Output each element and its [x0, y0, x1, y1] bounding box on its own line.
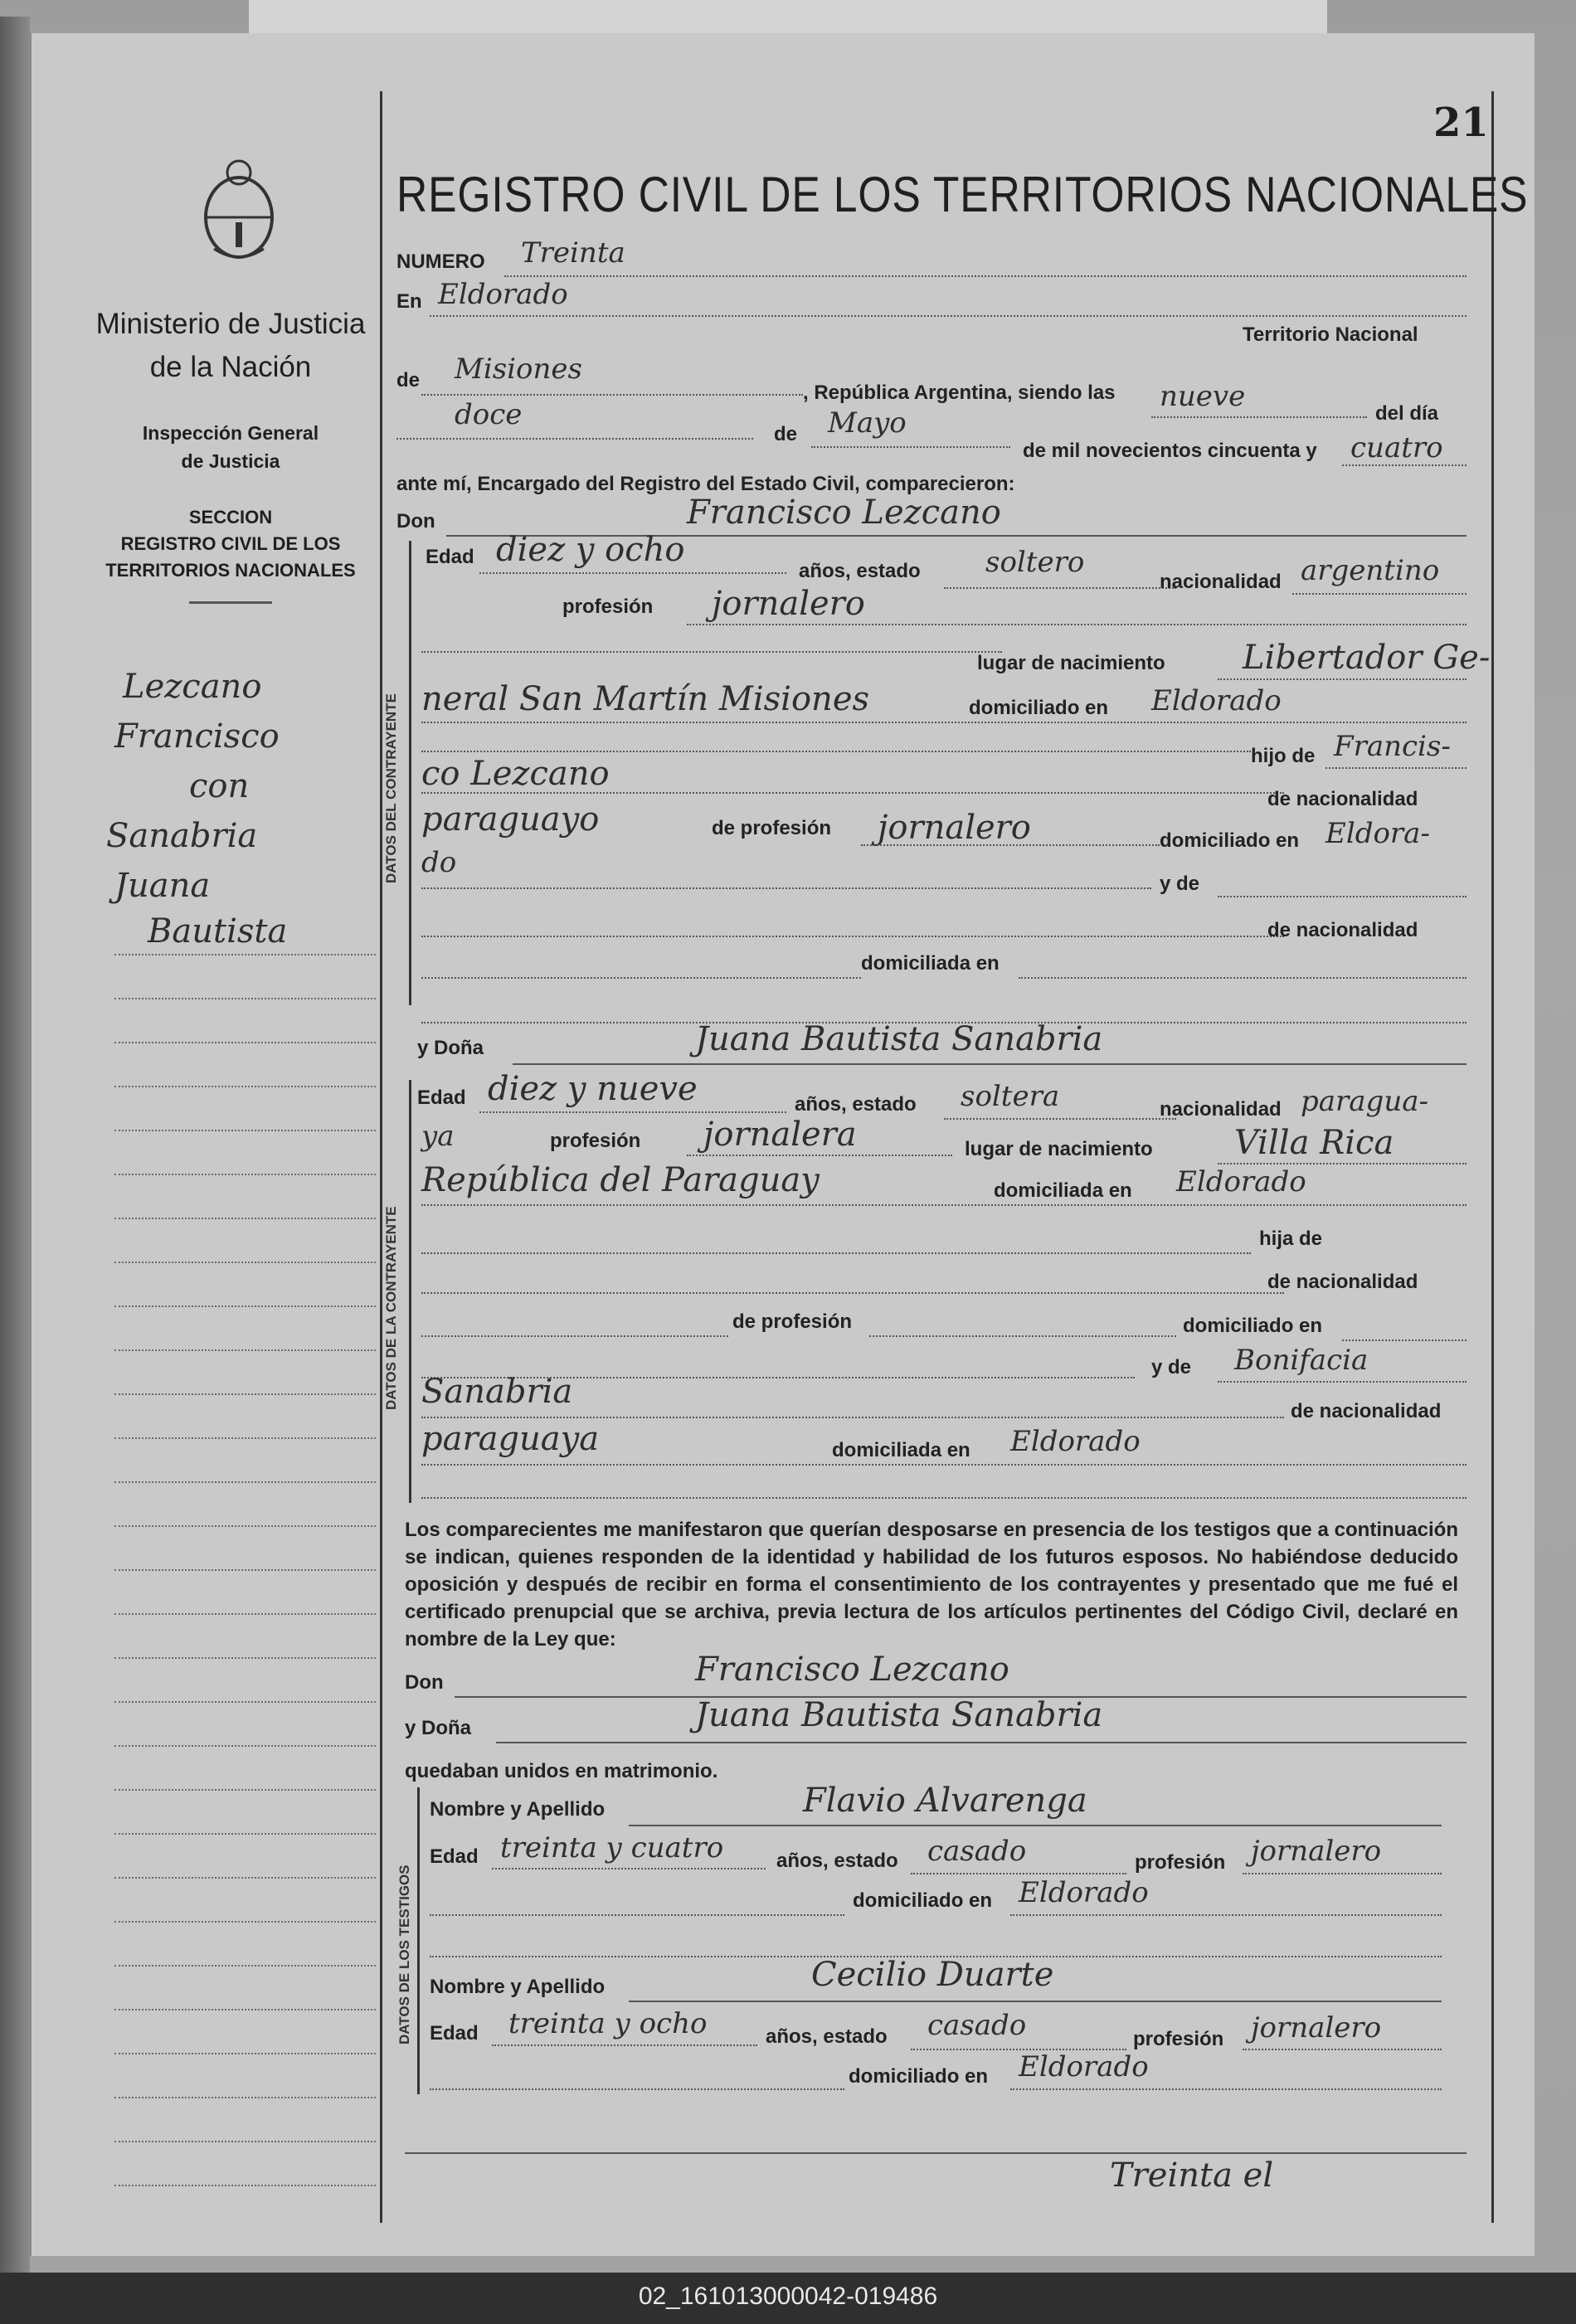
sidebar-rule-line: [114, 1349, 376, 1351]
w2-estado-value: casado: [927, 2009, 1027, 2042]
sidebar-rule-line: [114, 1613, 376, 1615]
en-line: [430, 315, 1467, 317]
w1-estado-line: [911, 1873, 1126, 1874]
bride-blank-line: [421, 1252, 1251, 1254]
groom-profesion-line: [687, 624, 1467, 625]
w1-nombre-value: Flavio Alvarenga: [803, 1782, 1087, 1820]
w1-edad-label: Edad: [430, 1845, 479, 1868]
w2-domicilio-value: Eldorado: [1019, 2050, 1149, 2083]
inspection-name: [81, 419, 380, 475]
groom-nacionalidad-label: nacionalidad: [1160, 571, 1282, 593]
bride-madre-nacionalidad-label: de nacionalidad: [1291, 1400, 1442, 1422]
bride-de-nacionalidad-label: de nacionalidad: [1267, 1271, 1418, 1293]
section-divider: [189, 601, 272, 604]
groom-padre-domiciliado-label: domiciliado en: [1160, 829, 1300, 852]
w2-domiciliado-label: domiciliado en: [849, 2065, 989, 2088]
bride-domicilio-line: [421, 1204, 1467, 1206]
numero-label: NUMERO: [396, 250, 485, 273]
margin-note-name: Francisco: [114, 717, 280, 756]
groom-profesion-value: jornalero: [712, 585, 865, 623]
w2-profesion-value: jornalero: [1251, 2011, 1382, 2044]
sidebar-rule-line: [114, 2185, 376, 2186]
decl-unidos-label: quedaban unidos en matrimonio.: [405, 1760, 718, 1782]
previous-page-edge: [249, 0, 1327, 33]
w2-edad-value: treinta y ocho: [508, 2007, 708, 2040]
bride-dona-line: [513, 1063, 1467, 1065]
hora-value: nueve: [1160, 380, 1246, 413]
bride-nacionalidad-value-2: ya: [421, 1120, 455, 1153]
w2-nombre-label: Nombre y Apellido: [430, 1976, 606, 1998]
register-page: [30, 33, 1535, 2256]
groom-madre-line-2: [1218, 896, 1467, 897]
groom-y-de-label: y de: [1160, 873, 1200, 895]
groom-side-label: DATOS DEL CONTRAYENTE: [383, 693, 399, 883]
w1-nombre-line: [629, 1825, 1442, 1826]
mes-line: [811, 446, 1010, 448]
groom-de-nacionalidad-label: de nacionalidad: [1267, 788, 1418, 810]
groom-lugar-label: lugar de nacimiento: [977, 652, 1165, 674]
bride-madre-value-2: Sanabria: [421, 1373, 573, 1411]
margin-note-bride-middle: Bautista: [148, 912, 288, 951]
bride-hija-label: hija de: [1259, 1228, 1323, 1250]
ministry-line-2: de la Nación: [149, 351, 312, 383]
w2-dom-line-2: [1010, 2088, 1442, 2090]
w1-edad-value: treinta y cuatro: [500, 1831, 724, 1865]
groom-lugar-value-2: neral San Martín Misiones: [421, 680, 870, 718]
book-binding: [0, 17, 30, 2273]
w2-profesion-label: profesión: [1133, 2028, 1224, 2050]
w1-nombre-label: Nombre y Apellido: [430, 1798, 606, 1821]
bride-madre-dom-line: [421, 1464, 1467, 1466]
decl-dona-label: y Doña: [405, 1717, 472, 1739]
w1-domiciliado-label: domiciliado en: [853, 1889, 993, 1912]
margin-rule-right: [1491, 91, 1494, 2223]
don-value: Francisco Lezcano: [687, 493, 1001, 532]
en-label: En: [396, 290, 422, 313]
bride-madre-domicilio: Eldorado: [1010, 1425, 1141, 1458]
de-label: de: [396, 369, 421, 391]
sidebar-rule-line: [114, 1877, 376, 1879]
witness-block-border: [417, 1787, 420, 2094]
sidebar-rule-line: [114, 1437, 376, 1439]
sidebar-rule-line: [114, 1305, 376, 1307]
groom-nacionalidad-value: argentino: [1301, 554, 1440, 587]
numero-value: Treinta: [521, 236, 625, 270]
inspection-line-2: de Justicia: [181, 450, 280, 472]
de-value: Misiones: [455, 352, 582, 386]
bride-block-border: [409, 1080, 411, 1503]
bride-domiciliada-label: domiciliada en: [994, 1179, 1132, 1202]
bride-y-dona-label: y Doña: [417, 1037, 484, 1059]
page-number: 21: [1433, 100, 1489, 146]
w2-dom-line-1: [430, 2088, 844, 2090]
groom-padre-value-2: co Lezcano: [421, 755, 610, 793]
sidebar-rule-line: [114, 1086, 376, 1087]
groom-lugar-line: [1218, 678, 1467, 680]
sidebar-rule-line: [114, 1921, 376, 1923]
sidebar-rule-line: [114, 1657, 376, 1659]
w1-estado-value: casado: [927, 1835, 1027, 1868]
w2-anios-label: años, estado: [766, 2025, 888, 2048]
bottom-note: Treinta el: [1110, 2156, 1274, 2195]
sidebar-rule-line: [114, 1481, 376, 1483]
groom-block-border: [409, 541, 411, 1005]
sidebar-rule-line: [114, 1218, 376, 1219]
w1-anios-label: años, estado: [776, 1850, 898, 1872]
w1-profesion-line: [1243, 1873, 1442, 1874]
bride-edad-value: diez y nueve: [488, 1070, 698, 1108]
numero-line: [504, 275, 1467, 277]
bride-padre-prof-line-2: [869, 1335, 1176, 1337]
bride-y-de-label: y de: [1151, 1356, 1192, 1378]
del-dia-label: del día: [1375, 402, 1439, 425]
w2-profesion-line: [1243, 2049, 1442, 2050]
decl-dona-line: [496, 1742, 1467, 1743]
bride-anios-label: años, estado: [795, 1093, 917, 1116]
groom-edad-label: Edad: [426, 546, 474, 568]
anio-line: [1342, 464, 1467, 466]
bride-profesion-value: jornalera: [703, 1116, 857, 1154]
hora-line: [1151, 416, 1367, 418]
inspection-line-1: Inspección General: [142, 422, 319, 444]
bride-lugar-label: lugar de nacimiento: [965, 1138, 1153, 1160]
groom-padre-nacionalidad: paraguayo: [421, 800, 600, 839]
bride-end-line: [421, 1497, 1467, 1499]
sidebar-rule-line: [114, 1789, 376, 1791]
declaration-paragraph: Los comparecientes me manifestaron que querían desposarse en presencia de los testigos que a continuación se indican, quienes responden de la identidad y habilidad de los futuros esposos. No habiéndose deducido oposición y después de recibir en forma el consentimiento de los contrayentes y presentado que me fué el certificado prenupcial que se archiva, previa lectura de los artículos pertinentes del Código Civil, declaré en nombre de la Ley que:: [405, 1519, 1458, 1651]
ante-label: ante mí, Encargado del Registro del Estado Civil, comparecieron:: [396, 473, 1015, 495]
bride-lugar-value-2: República del Paraguay: [421, 1161, 820, 1199]
groom-madre-dom-line: [421, 977, 861, 979]
bride-profesion-line: [687, 1155, 952, 1156]
sidebar-rule-line: [114, 1393, 376, 1395]
bride-side-label: DATOS DE LA CONTRAYENTE: [383, 1206, 399, 1410]
sidebar-rule-line: [114, 1833, 376, 1835]
groom-lugar-value-1: Libertador Ge-: [1243, 639, 1491, 677]
bride-madre-nac-line: [421, 1417, 1284, 1418]
witness-side-label: DATOS DE LOS TESTIGOS: [396, 1865, 412, 2044]
margin-note-bride-name: Juana: [114, 867, 211, 905]
w1-profesion-label: profesión: [1135, 1851, 1226, 1874]
bride-madre-nacionalidad: paraguaya: [421, 1420, 600, 1458]
margin-note-surname: Lezcano: [123, 668, 262, 706]
groom-padre-profesion: jornalero: [878, 809, 1031, 847]
republica-label: , República Argentina, siendo las: [803, 382, 1116, 404]
groom-madre-nacionalidad-label: de nacionalidad: [1267, 919, 1418, 941]
w1-domicilio-value: Eldorado: [1019, 1876, 1149, 1909]
decl-don-label: Don: [405, 1671, 444, 1694]
sidebar-rule-line: [114, 1965, 376, 1967]
sidebar-rule-line: [114, 2141, 376, 2142]
groom-estado-line: [944, 587, 1176, 589]
w1-edad-line: [492, 1868, 766, 1869]
groom-edad-value: diez y ocho: [496, 531, 685, 569]
ministry-name: [81, 303, 380, 389]
ministry-line-1: Ministerio de Justicia: [95, 308, 366, 340]
sidebar-rule-line: [114, 998, 376, 999]
groom-padre-domicilio-1: Eldora-: [1325, 817, 1430, 850]
groom-padre-profesion-line: [861, 844, 1160, 846]
bride-nacionalidad-value-1: paragua-: [1301, 1085, 1428, 1118]
groom-blank-line: [421, 651, 1002, 653]
bride-profesion-label: profesión: [550, 1130, 641, 1152]
sidebar-rule-line: [114, 954, 376, 955]
mes-value: Mayo: [828, 406, 907, 440]
section-line-2: REGISTRO CIVIL DE LOS: [120, 533, 341, 554]
w1-profesion-value: jornalero: [1251, 1835, 1382, 1868]
anio-label: de mil novecientos cincuenta y: [1023, 440, 1317, 462]
groom-padre-line: [1325, 767, 1467, 769]
bride-padre-domiciliado-label: domiciliado en: [1183, 1315, 1323, 1337]
w2-edad-line: [492, 2044, 757, 2046]
groom-estado-value: soltero: [985, 546, 1085, 579]
groom-anios-label: años, estado: [799, 560, 921, 582]
footer-code: 02_161013000042-019486: [638, 2283, 938, 2310]
margin-rule-left: [380, 91, 382, 2223]
dia-line: [396, 438, 753, 440]
w2-nombre-value: Cecilio Duarte: [811, 1956, 1054, 1994]
decl-don-value: Francisco Lezcano: [695, 1651, 1009, 1689]
bride-lugar-value-1: Villa Rica: [1234, 1124, 1394, 1162]
groom-edad-line: [479, 572, 786, 574]
groom-de-profesion-label: de profesión: [712, 817, 832, 839]
sidebar-rule-line: [114, 1174, 376, 1175]
groom-madre-line: [421, 887, 1151, 889]
dia-value: doce: [455, 398, 523, 431]
groom-padre-line-2: [421, 792, 1284, 794]
groom-domiciliada-label: domiciliada en: [861, 952, 1000, 975]
groom-madre-dom-line-2: [1019, 977, 1467, 979]
w2-nombre-line: [629, 2001, 1442, 2002]
bride-estado-line: [944, 1118, 1176, 1120]
bride-padre-line: [421, 1292, 1284, 1294]
groom-padre-value-1: Francis-: [1334, 730, 1451, 763]
sidebar-rule-line: [114, 2009, 376, 2010]
bride-edad-label: Edad: [417, 1087, 466, 1109]
bride-lugar-line: [1218, 1163, 1467, 1164]
bride-madre-value-1: Bonifacia: [1234, 1344, 1369, 1377]
groom-blank-line-2: [421, 751, 1251, 752]
bride-de-profesion-label: de profesión: [732, 1310, 853, 1333]
bride-domiciliada-value: Eldorado: [1176, 1165, 1306, 1198]
bride-estado-value: soltera: [961, 1080, 1060, 1113]
sidebar-rule-line: [114, 1745, 376, 1747]
scan-footer: [0, 2273, 1576, 2324]
groom-nacionalidad-line: [1292, 593, 1467, 595]
decl-dona-value: Juana Bautista Sanabria: [695, 1696, 1103, 1734]
sidebar-rule-line: [114, 1262, 376, 1263]
don-label: Don: [396, 510, 435, 532]
bride-nacionalidad-label: nacionalidad: [1160, 1098, 1282, 1121]
section-name: [81, 504, 380, 584]
sidebar-rule-line: [114, 1130, 376, 1131]
w1-dom-line-1: [430, 1914, 844, 1916]
en-value: Eldorado: [438, 278, 568, 311]
section-line-3: TERRITORIOS NACIONALES: [105, 560, 356, 581]
bride-edad-line: [479, 1111, 786, 1113]
groom-hijo-label: hijo de: [1251, 745, 1316, 767]
groom-profesion-label: profesión: [562, 596, 654, 618]
groom-domicilio-line: [421, 722, 1467, 723]
de-line: [421, 394, 803, 396]
bride-padre-prof-line-1: [421, 1335, 728, 1337]
w2-edad-label: Edad: [430, 2022, 479, 2044]
territorio-label: Territorio Nacional: [1243, 323, 1418, 346]
mes-de-label: de: [774, 423, 798, 445]
sidebar-rule-line: [114, 1525, 376, 1527]
sidebar-rule-line: [114, 1042, 376, 1043]
page-title: REGISTRO CIVIL DE LOS TERRITORIOS NACIONALES: [396, 167, 1529, 222]
anio-value: cuatro: [1350, 431, 1443, 464]
groom-madre-nac-line: [421, 936, 1284, 937]
bride-dona-value: Juana Bautista Sanabria: [695, 1020, 1103, 1058]
w1-dom-line-2: [1010, 1914, 1442, 1916]
margin-note-con: con: [189, 767, 250, 805]
sidebar-rule-line: [114, 2097, 376, 2098]
groom-domiciliado-label: domiciliado en: [969, 697, 1109, 719]
bride-madre-domiciliada-label: domiciliada en: [832, 1439, 970, 1461]
sidebar-rule-line: [114, 1569, 376, 1571]
groom-padre-domicilio-2: do: [421, 846, 457, 879]
coat-of-arms-icon: [197, 158, 280, 265]
sidebar-rule-line: [114, 2053, 376, 2054]
bride-padre-dom-line: [1342, 1339, 1467, 1341]
section-line-1: SECCION: [188, 507, 273, 528]
bottom-rule: [405, 2152, 1467, 2154]
sidebar-rule-line: [114, 1701, 376, 1703]
bride-madre-line-2: [1218, 1381, 1467, 1383]
groom-domiciliado-value: Eldorado: [1151, 684, 1282, 717]
margin-note-bride-surname: Sanabria: [106, 817, 258, 855]
